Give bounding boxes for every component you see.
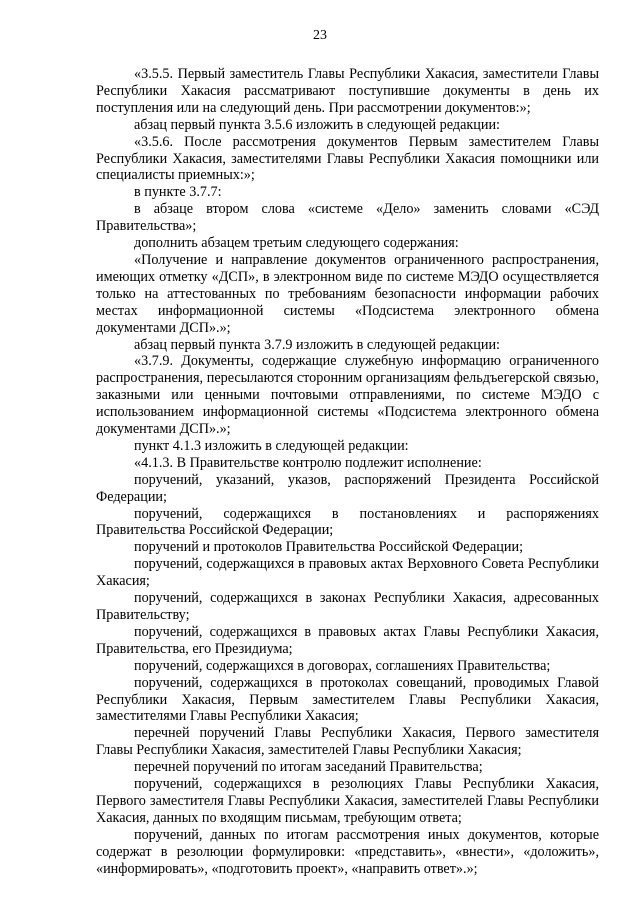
list-item-president-orders: поручений, указаний, указов, распоряжений Президента Российской Федерации; — [96, 471, 599, 505]
list-item-supreme-council-acts: поручений, содержащихся в правовых актах Верховного Совета Республики Хакасия; — [96, 556, 599, 590]
list-item-meeting-protocols: поручений, содержащихся в протоколах совещаний, проводимых Главой Республики Хакасия, Первым заместителем Главы Республики Хакасия, заместителями Главы Республики Хакасия; — [96, 674, 599, 725]
paragraph-add-third: дополнить абзацем третьим следующего содержания: — [134, 235, 459, 252]
paragraph-3-7-9-text: «3.7.9. Документы, содержащие служебную информацию ограниченного распространения, пересылаются сторонним организациям фельдъегерской связью, заказными или ценными почтовыми отправлениями, по системе МЭДО с использованием информационной системы «Подсистема электронного обмена документами ДСП».»; — [96, 353, 599, 438]
list-item-agreements: поручений, содержащихся в договорах, соглашениях Правительства; — [134, 657, 551, 674]
paragraph-amend-3-5-6: абзац первый пункта 3.5.6 изложить в следующей редакции: — [134, 116, 500, 133]
list-item-head-legal-acts: поручений, содержащихся в правовых актах Главы Республики Хакасия, Правительства, его Президиума; — [96, 623, 599, 657]
paragraph-replace-words: в абзаце втором слова «системе «Дело» заменить словами «СЭД Правительства»; — [96, 201, 599, 235]
paragraph-amend-4-1-3: пункт 4.1.3 изложить в следующей редакции: — [134, 437, 409, 454]
list-item-resolutions: поручений, содержащихся в резолюциях Главы Республики Хакасия, Первого заместителя Главы Республики Хакасия, заместителей Главы Республики Хакасия, данных по входящим письмам, требующим ответа; — [96, 776, 599, 826]
list-item-republic-laws: поручений, содержащихся в законах Республики Хакасия, адресованных Правительству; — [96, 590, 599, 623]
paragraph-3-5-5-text: «3.5.5. Первый заместитель Главы Республики Хакасия, заместители Главы Республики Хакасия рассматривают поступившие документы в день их поступления или на следующий день. При рассмотрении документов:»; — [96, 66, 599, 116]
list-item-rf-government-acts: поручений, содержащихся в постановлениях и распоряжениях Правительства Российской Федерации; — [96, 505, 599, 539]
paragraph-point-3-7-7: в пункте 3.7.7: — [134, 184, 222, 201]
paragraph-3-5-6-text: «3.5.6. После рассмотрения документов Первым заместителем Главы Республики Хакасия, заместителями Главы Республики Хакасия помощники или специалисты приемных:»; — [96, 133, 599, 184]
list-item-rf-government-protocols: поручений и протоколов Правительства Российской Федерации; — [134, 539, 524, 556]
paragraph-4-1-3-intro: «4.1.3. В Правительстве контролю подлежит исполнение: — [134, 454, 482, 471]
document-body — [96, 66, 599, 878]
paragraph-amend-3-7-9: абзац первый пункта 3.7.9 изложить в следующей редакции: — [134, 336, 500, 353]
page-number: 23 — [313, 28, 327, 43]
list-item-other-documents: поручений, данных по итогам рассмотрения иных документов, которые содержат в резолюции формулировки: «представить», «внести», «доложить», «информировать», «подготовить проект», «направить ответ».»; — [96, 826, 599, 877]
list-item-session-results: перечней поручений по итогам заседаний Правительства; — [134, 759, 483, 776]
paragraph-dsp-receipt: «Получение и направление документов ограниченного распространения, имеющих отметку «ДСП», в электронном виде по системе МЭДО осуществляется только на аттестованных по требованиям безопасности информации рабочих местах информационной системы «Подсистема электронного обмена документами ДСП».»; — [96, 251, 599, 336]
list-item-instruction-lists: перечней поручений Главы Республики Хакасия, Первого заместителя Главы Республики Хакасия, заместителей Главы Республики Хакасия; — [96, 725, 599, 759]
